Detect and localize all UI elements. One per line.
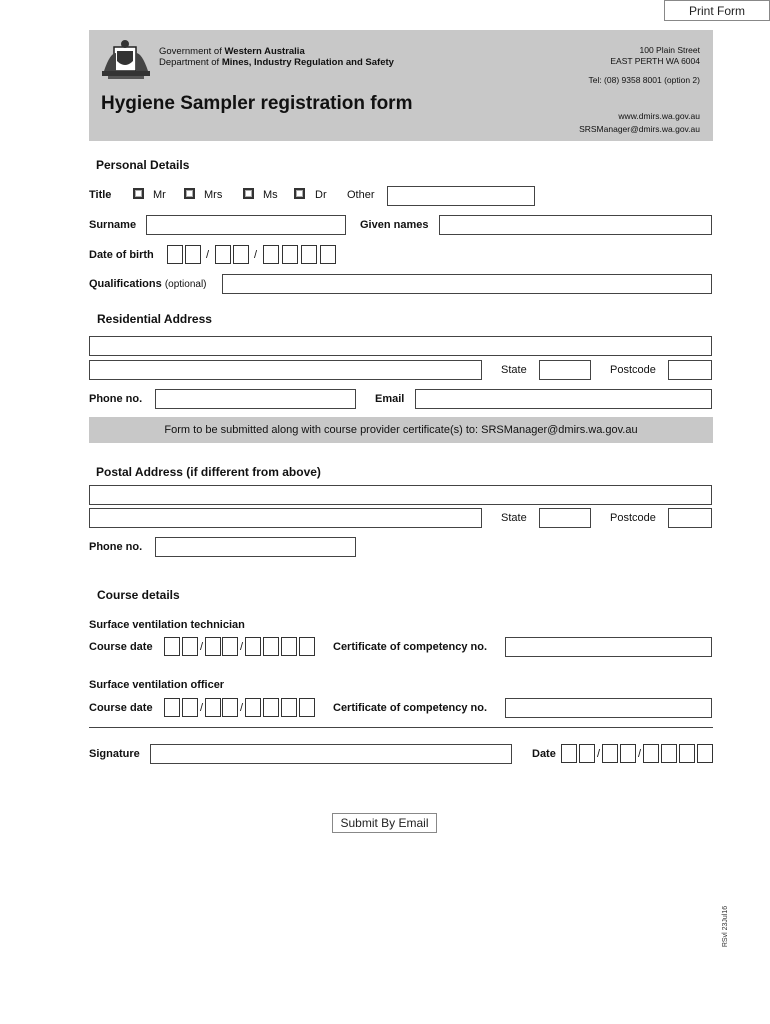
title-ms-label: Ms (263, 189, 278, 201)
form-header (89, 30, 713, 141)
postal-postcode-input[interactable] (668, 508, 712, 528)
residential-state-input[interactable] (539, 360, 591, 380)
divider (89, 727, 713, 728)
dob-day-digit[interactable] (167, 245, 183, 264)
title-other-label: Other (347, 189, 375, 201)
officer-date-year-digit[interactable] (245, 698, 261, 717)
qualifications-input[interactable] (222, 274, 712, 294)
phone-label: Phone no. (89, 393, 143, 405)
officer-course-date-label: Course date (89, 702, 153, 714)
officer-date-day-digit[interactable] (182, 698, 198, 717)
tech-date-day-digit[interactable] (182, 637, 198, 656)
signature-date-month-digit[interactable] (602, 744, 618, 763)
government-line: Government of Western Australia (159, 46, 305, 57)
signature-date-year-digit[interactable] (697, 744, 713, 763)
officer-cert-label: Certificate of competency no. (333, 702, 488, 714)
signature-input[interactable] (150, 744, 512, 764)
residential-postcode-label: Postcode (610, 364, 656, 376)
date-separator: / (597, 748, 601, 760)
submit-by-email-button[interactable]: Submit By Email (332, 813, 437, 833)
postal-address-heading: Postal Address (if different from above) (96, 465, 321, 479)
print-form-button[interactable]: Print Form (664, 0, 770, 21)
department-line: Department of Mines, Industry Regulation and Safety (159, 57, 394, 68)
technician-cert-label: Certificate of competency no. (333, 641, 488, 653)
given-names-label: Given names (360, 219, 429, 231)
title-dr-checkbox[interactable] (294, 188, 305, 199)
postal-postcode-label: Postcode (610, 512, 656, 524)
officer-date-day-digit[interactable] (164, 698, 180, 717)
page-title: Hygiene Sampler registration form (101, 93, 413, 114)
dob-month-digit[interactable] (215, 245, 231, 264)
tech-date-year-digit[interactable] (263, 637, 279, 656)
postal-phone-input[interactable] (155, 537, 356, 557)
dob-year-digit[interactable] (282, 245, 298, 264)
dob-year-digit[interactable] (263, 245, 279, 264)
header-contact: www.dmirs.wa.gov.au SRSManager@dmirs.wa.gov.au (579, 111, 700, 134)
officer-cert-input[interactable] (505, 698, 712, 718)
title-mrs-checkbox[interactable] (184, 188, 195, 199)
wa-coat-of-arms-logo (100, 39, 152, 81)
date-separator: / (638, 748, 642, 760)
tech-date-year-digit[interactable] (281, 637, 297, 656)
signature-date-day-digit[interactable] (579, 744, 595, 763)
postal-state-input[interactable] (539, 508, 591, 528)
dob-month-digit[interactable] (233, 245, 249, 264)
signature-date-month-digit[interactable] (620, 744, 636, 763)
course-details-heading: Course details (97, 588, 180, 602)
officer-date-year-digit[interactable] (281, 698, 297, 717)
title-ms-checkbox[interactable] (243, 188, 254, 199)
tech-date-month-digit[interactable] (222, 637, 238, 656)
title-mr-checkbox[interactable] (133, 188, 144, 199)
officer-heading: Surface ventilation officer (89, 679, 225, 691)
technician-heading: Surface ventilation technician (89, 619, 245, 631)
postal-address-line2[interactable] (89, 508, 482, 528)
surname-input[interactable] (146, 215, 346, 235)
dob-day-digit[interactable] (185, 245, 201, 264)
technician-course-date-label: Course date (89, 641, 153, 653)
tech-date-month-digit[interactable] (205, 637, 221, 656)
signature-date-day-digit[interactable] (561, 744, 577, 763)
officer-date-month-digit[interactable] (205, 698, 221, 717)
residential-address-heading: Residential Address (97, 312, 212, 326)
residential-state-label: State (501, 364, 527, 376)
residential-postcode-input[interactable] (668, 360, 712, 380)
dob-year-digit[interactable] (301, 245, 317, 264)
email-label: Email (375, 393, 405, 405)
phone-input[interactable] (155, 389, 356, 409)
form-version-code: RSvl 23Jul16 (722, 905, 730, 948)
technician-cert-input[interactable] (505, 637, 712, 657)
date-separator: / (200, 641, 204, 653)
tech-date-day-digit[interactable] (164, 637, 180, 656)
header-address: 100 Plain Street EAST PERTH WA 6004 (610, 45, 700, 66)
date-label: Date (532, 748, 556, 760)
title-mrs-label: Mrs (204, 189, 223, 201)
tech-date-year-digit[interactable] (245, 637, 261, 656)
qualifications-label: Qualifications (optional) (89, 278, 207, 290)
postal-address-line1[interactable] (89, 485, 712, 505)
title-label: Title (89, 189, 112, 201)
signature-label: Signature (89, 748, 140, 760)
officer-date-month-digit[interactable] (222, 698, 238, 717)
title-other-input[interactable] (387, 186, 535, 206)
dob-label: Date of birth (89, 249, 154, 261)
residential-address-line1[interactable] (89, 336, 712, 356)
date-separator: / (200, 702, 204, 714)
signature-date-year-digit[interactable] (661, 744, 677, 763)
officer-date-year-digit[interactable] (299, 698, 315, 717)
date-separator: / (240, 641, 244, 653)
officer-date-year-digit[interactable] (263, 698, 279, 717)
title-mr-label: Mr (153, 189, 166, 201)
signature-date-year-digit[interactable] (643, 744, 659, 763)
personal-details-heading: Personal Details (96, 158, 190, 172)
dob-separator: / (206, 249, 210, 261)
residential-address-line2[interactable] (89, 360, 482, 380)
title-dr-label: Dr (315, 189, 327, 201)
optional-note: (optional) (164, 279, 207, 290)
dob-separator: / (254, 249, 258, 261)
submission-notice-banner: Form to be submitted along with course provider certificate(s) to: SRSManager@dmirs.wa.gov.au (89, 417, 713, 443)
postal-phone-label: Phone no. (89, 541, 143, 553)
signature-date-year-digit[interactable] (679, 744, 695, 763)
surname-label: Surname (89, 219, 137, 231)
tech-date-year-digit[interactable] (299, 637, 315, 656)
date-separator: / (240, 702, 244, 714)
header-phone: Tel: (08) 9358 8001 (option 2) (588, 75, 700, 85)
postal-state-label: State (501, 512, 527, 524)
dob-year-digit[interactable] (320, 245, 336, 264)
email-input[interactable] (415, 389, 712, 409)
given-names-input[interactable] (439, 215, 712, 235)
